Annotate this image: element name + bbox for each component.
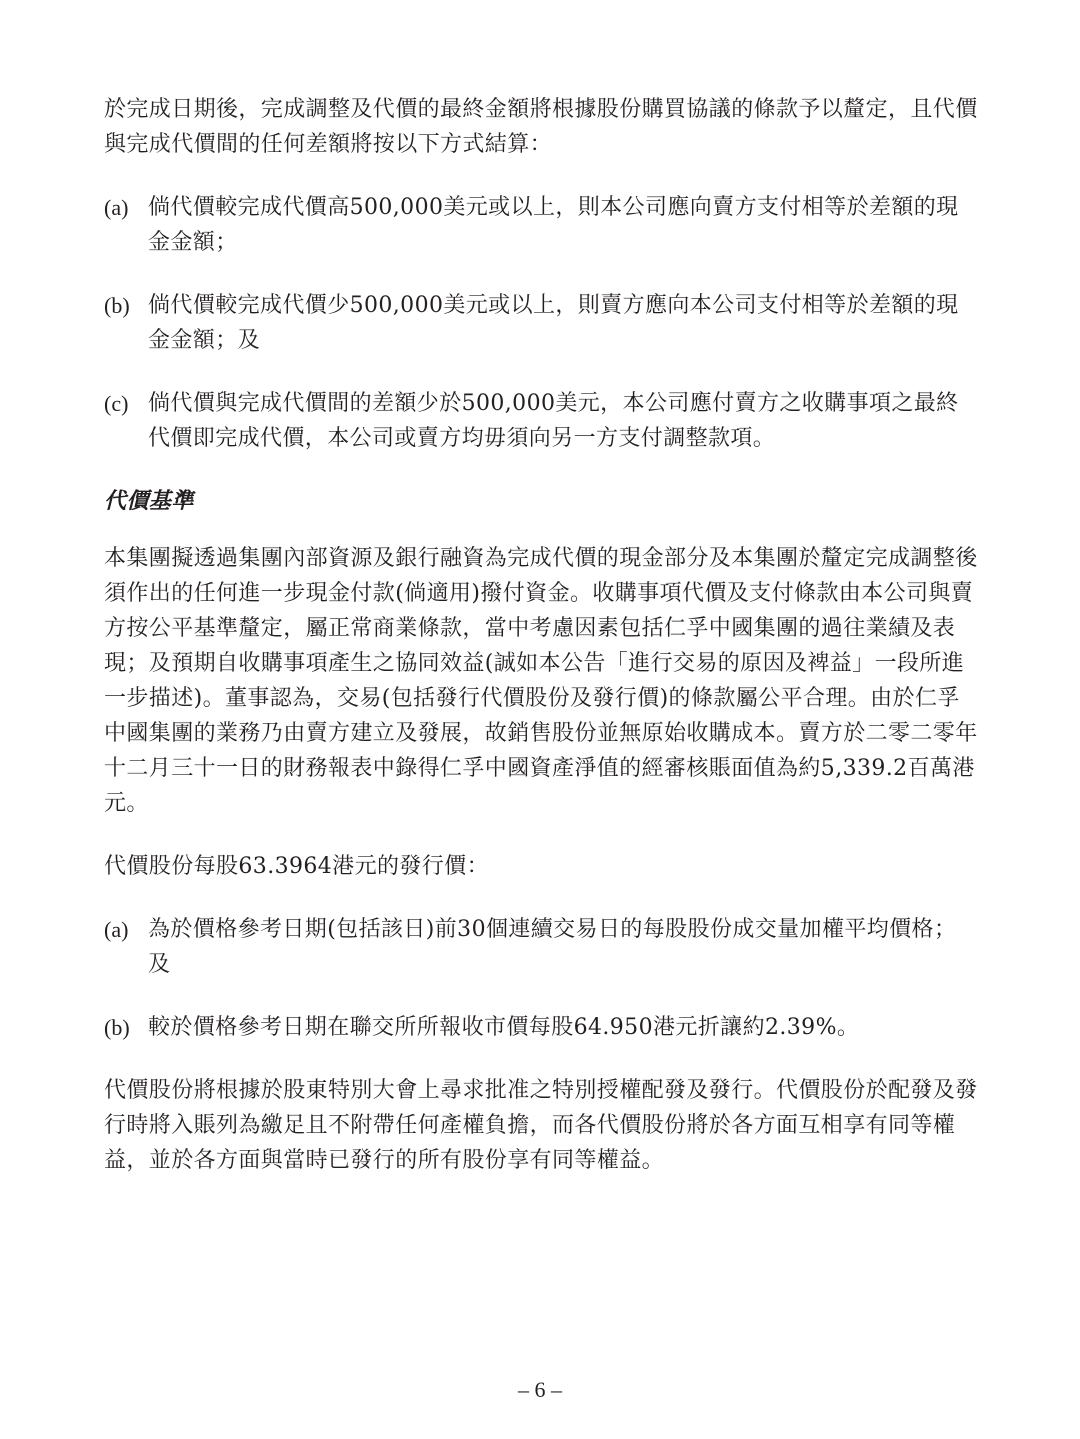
item-label: (b) <box>104 293 130 318</box>
page-number: – 6 – <box>518 1377 562 1402</box>
intro-paragraph: 於完成日期後，完成調整及代價的最終金額將根據股份購買協議的條款予以釐定，且代價與完成代價間的任何差額將按以下方式結算： <box>104 97 978 157</box>
item-label: (c) <box>104 391 129 416</box>
item-text: 倘代價較完成代價高500,000美元或以上，則本公司應向賣方支付相等於差額的現金金額； <box>148 195 959 255</box>
issue-price-intro: 代價股份每股63.3964港元的發行價： <box>104 854 489 879</box>
settlement-list <box>104 190 978 456</box>
settlement-item-c <box>104 386 978 456</box>
item-text: 倘代價較完成代價少500,000美元或以上，則賣方應向本公司支付相等於差額的現金金額；及 <box>148 293 959 353</box>
document-body <box>104 92 978 1206</box>
closing-paragraph: 代價股份將根據於股東特別大會上尋求批准之特別授權配發及發行。代價股份於配發及發行時將入賬列為繳足且不附帶任何產權負擔，而各代價股份將於各方面互相享有同等權益，並於各方面與當時已發行的所有股份享有同等權益。 <box>104 1078 978 1173</box>
item-label: (b) <box>104 1015 130 1040</box>
item-text: 倘代價與完成代價間的差額少於500,000美元，本公司應付賣方之收購事項之最終代價即完成代價，本公司或賣方均毋須向另一方支付調整款項。 <box>148 391 959 451</box>
issue-price-list <box>104 912 978 1045</box>
settlement-item-b <box>104 288 978 358</box>
item-text: 較於價格參考日期在聯交所所報收市價每股64.950港元折讓約2.39%。 <box>148 1015 860 1040</box>
basis-paragraph: 本集團擬透過集團內部資源及銀行融資為完成代價的現金部分及本集團於釐定完成調整後須作出的任何進一步現金付款(倘適用)撥付資金。收購事項代價及支付條款由本公司與賣方按公平基準釐定，屬正常商業條款，當中考慮因素包括仁孚中國集團的過往業績及表現；及預期自收購事項產生之協同效益(誠如本公告「進行交易的原因及裨益」一段所進一步描述)。董事認為，交易(包括發行代價股份及發行價)的條款屬公平合理。由於仁孚中國集團的業務乃由賣方建立及發展，故銷售股份並無原始收購成本。賣方於二零二零年十二月三十一日的財務報表中錄得仁孚中國資產淨值的經審核賬面值為約5,339.2百萬港元。 <box>104 546 978 816</box>
issue-price-item-b <box>104 1010 978 1045</box>
issue-price-item-a <box>104 912 978 982</box>
item-label: (a) <box>104 917 129 942</box>
item-label: (a) <box>104 195 129 220</box>
section-heading: 代價基準 <box>104 488 194 514</box>
settlement-item-a <box>104 190 978 260</box>
item-text: 為於價格參考日期(包括該日)前30個連續交易日的每股股份成交量加權平均價格；及 <box>148 917 957 977</box>
